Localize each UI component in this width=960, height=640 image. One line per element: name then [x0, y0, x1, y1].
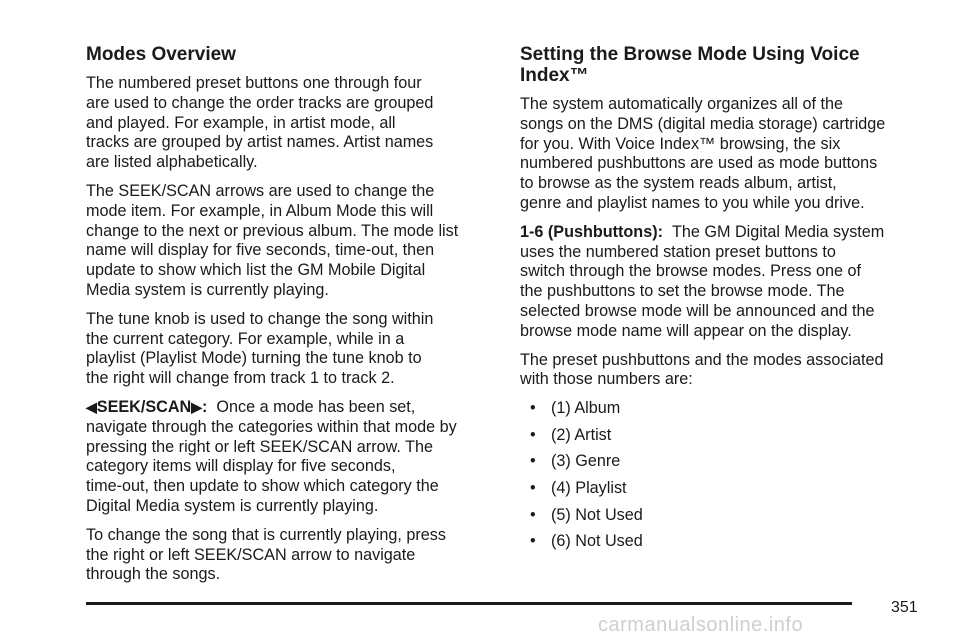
bullet-icon: • — [530, 478, 536, 497]
list-item — [530, 506, 926, 526]
text-line: genre and playlist names to you while you drive. — [520, 193, 865, 212]
text-line: playlist (Playlist Mode) turning the tune knob to — [86, 349, 422, 368]
text-line: category items will display for five seconds, — [86, 457, 396, 476]
text-line: The numbered preset buttons one through four — [86, 74, 422, 92]
text-line: browse mode name will appear on the display. — [520, 321, 852, 340]
list-item — [530, 399, 926, 419]
preset-buttons-paragraph — [86, 74, 492, 173]
text-line: pressing the right or left SEEK/SCAN arrow. The — [86, 437, 433, 456]
list-item — [530, 532, 926, 552]
browse-mode-heading — [520, 44, 926, 86]
seek-scan-arrows-paragraph — [86, 182, 492, 301]
list-item-text: (1) Album — [551, 399, 621, 418]
text-line: mode item. For example, in Album Mode this will — [86, 201, 434, 220]
text-line: songs on the DMS (digital media storage) cartridge — [520, 114, 886, 133]
text-line: for you. With Voice Index™ browsing, the six — [520, 134, 841, 153]
text-line: change to the next or previous album. The mode list — [86, 221, 459, 240]
left-column — [86, 44, 492, 594]
list-item-text: (4) Playlist — [551, 478, 627, 497]
watermark: carmanualsonline.info — [598, 614, 804, 636]
modes-overview-heading: Modes Overview — [86, 44, 236, 65]
text-line: the right will change from track 1 to track 2. — [86, 369, 395, 388]
pushbuttons-term-line — [520, 223, 926, 243]
text-line: The system automatically organizes all of the — [520, 95, 843, 113]
text-line: The SEEK/SCAN arrows are used to change the — [86, 181, 435, 200]
list-item-text: (6) Not Used — [551, 532, 643, 551]
term-colon: : — [202, 397, 208, 416]
text-line: and played. For example, in artist mode, all — [86, 113, 396, 132]
list-item-text: (5) Not Used — [551, 505, 643, 524]
heading-line: Setting the Browse Mode Using Voice — [520, 44, 860, 65]
pushbuttons-definition — [520, 223, 926, 342]
text-line: selected browse mode will be announced and the — [520, 301, 875, 320]
text-line: numbered pushbuttons are used as mode buttons — [520, 154, 878, 173]
text-line: with those numbers are: — [520, 370, 693, 389]
footer-rule — [86, 602, 852, 605]
text-line: To change the song that is currently playing, press — [86, 525, 446, 544]
text-line: navigate through the categories within that mode by — [86, 417, 457, 436]
change-song-paragraph — [86, 526, 492, 585]
seek-right-arrow-icon: ▶ — [191, 398, 203, 415]
seek-left-arrow-icon: ◀ — [86, 398, 97, 415]
seek-scan-term-line — [86, 398, 492, 418]
list-item-text: (2) Artist — [551, 425, 612, 444]
bullet-icon: • — [530, 399, 536, 418]
text-line: through the songs. — [86, 565, 221, 584]
list-item — [530, 479, 926, 499]
list-item — [530, 426, 926, 446]
text-line: time-out, then update to show which category the — [86, 477, 439, 496]
page-number: 351 — [891, 599, 918, 616]
text-line: are used to change the order tracks are grouped — [86, 93, 434, 112]
right-column — [520, 44, 926, 559]
bullet-icon: • — [530, 505, 536, 524]
text-line: Digital Media system is currently playing. — [86, 496, 379, 515]
text-line: the current category. For example, while in a — [86, 329, 405, 348]
voice-index-paragraph — [520, 95, 926, 214]
text-line: to browse as the system reads album, artist, — [520, 174, 837, 193]
text-line: the right or left SEEK/SCAN arrow to navigate — [86, 545, 416, 564]
bullet-icon: • — [530, 452, 536, 471]
tune-knob-paragraph — [86, 310, 492, 389]
text-line: update to show which list the GM Mobile Digital — [86, 261, 426, 280]
text-line: The preset pushbuttons and the modes associated — [520, 350, 884, 369]
preset-modes-list — [520, 399, 926, 552]
seek-scan-term: SEEK/SCAN — [96, 397, 192, 416]
text-line: switch through the browse modes. Press one of — [520, 262, 862, 281]
text-line: the pushbuttons to set the browse mode. The — [520, 282, 845, 301]
preset-modes-intro — [520, 351, 926, 391]
seek-scan-definition — [86, 398, 492, 517]
pushbuttons-term: 1-6 (Pushbuttons): — [520, 222, 663, 241]
text-line: Media system is currently playing. — [86, 280, 329, 299]
bullet-icon: • — [530, 425, 536, 444]
text-line: are listed alphabetically. — [86, 153, 258, 172]
heading-line: Index™ — [520, 65, 589, 86]
text-line: The tune knob is used to change the song within — [86, 309, 434, 328]
seek-scan-first-line: Once a mode has been set, — [216, 397, 416, 416]
pushbuttons-first-line: The GM Digital Media system — [671, 222, 885, 241]
text-line: uses the numbered station preset buttons to — [520, 242, 836, 261]
list-item — [530, 452, 926, 472]
text-line: tracks are grouped by artist names. Artist names — [86, 133, 434, 152]
list-item-text: (3) Genre — [551, 452, 621, 471]
text-line: name will display for five seconds, time-out, then — [86, 241, 435, 260]
bullet-icon: • — [530, 532, 536, 551]
